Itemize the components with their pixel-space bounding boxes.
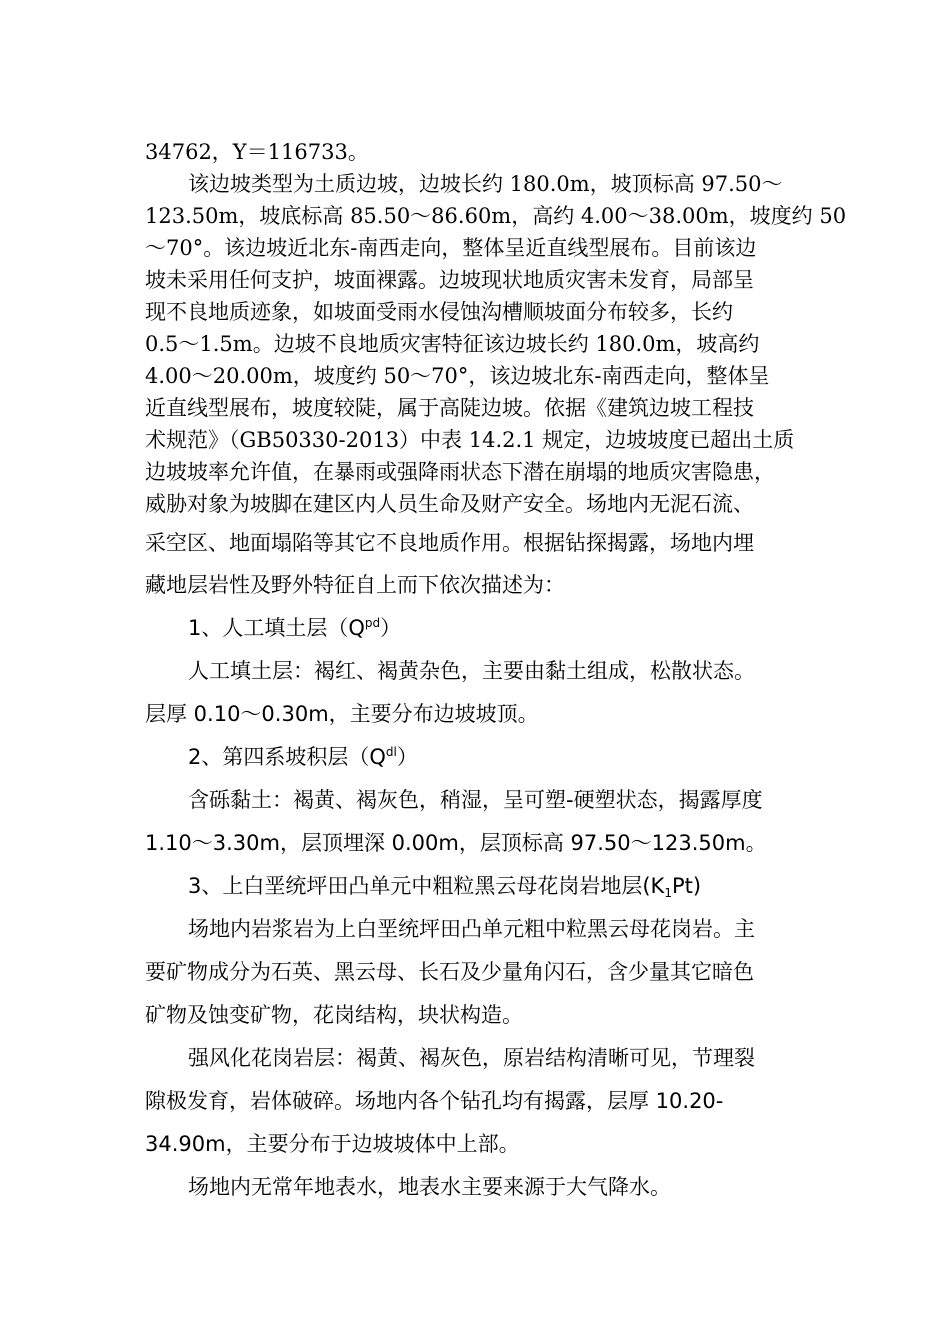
- text-line: 123.50m，坡底标高 85.50～86.60m，高约 4.00～38.00m，坡度约 50: [145, 204, 847, 228]
- text-line: 坡未采用任何支护，坡面裸露。边坡现状地质灾害未发育，局部呈: [145, 268, 754, 292]
- heading-text-end: ）: [396, 745, 418, 769]
- heading-subscript: 1: [664, 886, 672, 900]
- text-line: 近直线型展布，坡度较陡，属于高陡边坡。依据《建筑边坡工程技: [145, 396, 754, 420]
- heading-superscript: dl: [385, 745, 397, 759]
- section-heading-1: [188, 606, 401, 650]
- text-line: 人工填土层：褐红、褐黄杂色，主要由黏土组成，松散状态。: [188, 659, 755, 683]
- heading-text-end: Pt): [671, 874, 702, 898]
- heading-superscript: pd: [364, 616, 381, 630]
- text-line: ～70°。该边坡近北东-南西走向，整体呈近直线型展布。目前该边: [145, 236, 757, 260]
- heading-text: 1、人工填土层（Q: [188, 616, 365, 640]
- text-line: 术规范》（GB50330-2013）中表 14.2.1 规定，边坡坡度已超出土质: [145, 428, 795, 452]
- text-line: 场地内无常年地表水，地表水主要来源于大气降水。: [188, 1175, 671, 1199]
- text-line: 藏地层岩性及野外特征自上而下依次描述为：: [145, 573, 565, 597]
- heading-text: 3、上白垩统坪田凸单元中粗粒黑云母花岗岩地层(K: [188, 874, 665, 898]
- text-line: 现不良地质迹象，如坡面受雨水侵蚀沟槽顺坡面分布较多，长约: [145, 300, 733, 324]
- text-line: 强风化花岗岩层：褐黄、褐灰色，原岩结构清晰可见，节理裂: [188, 1046, 755, 1070]
- text-line: 含砾黏土：褐黄、褐灰色，稍湿，呈可塑-硬塑状态，揭露厚度: [188, 788, 763, 812]
- mixed-serif-part: 采空区、地面塌陷等其它不良地质作用。: [145, 531, 523, 555]
- text-line: 威胁对象为坡脚在建区内人员生命及财产安全。场地内无泥石流、: [145, 492, 754, 516]
- text-line: 4.00～20.00m，坡度约 50～70°，该边坡北东-南西走向，整体呈: [145, 364, 770, 388]
- section-heading-3: [188, 864, 701, 908]
- text-line: 1.10～3.30m，层顶埋深 0.00m，层顶标高 97.50～123.50m。: [145, 831, 767, 855]
- text-line: 要矿物成分为石英、黑云母、长石及少量角闪石，含少量其它暗色: [145, 960, 754, 984]
- text-line: 0.5～1.5m。边坡不良地质灾害特征该边坡长约 180.0m，坡高约: [145, 332, 760, 356]
- heading-text: 2、第四系坡积层（Q: [188, 745, 386, 769]
- text-line: 矿物及蚀变矿物，花岗结构，块状构造。: [145, 1003, 523, 1027]
- mixed-text-line: [145, 521, 754, 568]
- text-line: 34762，Y＝116733。: [145, 140, 369, 164]
- section-heading-2: [188, 735, 418, 779]
- text-line: 层厚 0.10～0.30m，主要分布边坡坡顶。: [145, 702, 539, 726]
- text-line: 场地内岩浆岩为上白垩统坪田凸单元粗中粒黑云母花岗岩。主: [188, 917, 755, 941]
- text-line: 边坡坡率允许值，在暴雨或强降雨状态下潜在崩塌的地质灾害隐患，: [145, 460, 775, 484]
- text-line: 该边坡类型为土质边坡，边坡长约 180.0m，坡顶标高 97.50～: [188, 172, 783, 196]
- text-line: 隙极发育，岩体破碎。场地内各个钻孔均有揭露，层厚 10.20-: [145, 1089, 724, 1113]
- heading-text-end: ）: [380, 616, 402, 640]
- mixed-sans-part: 根据钻探揭露，场地内埋: [523, 531, 754, 555]
- text-line: 34.90m，主要分布于边坡坡体中上部。: [145, 1132, 520, 1156]
